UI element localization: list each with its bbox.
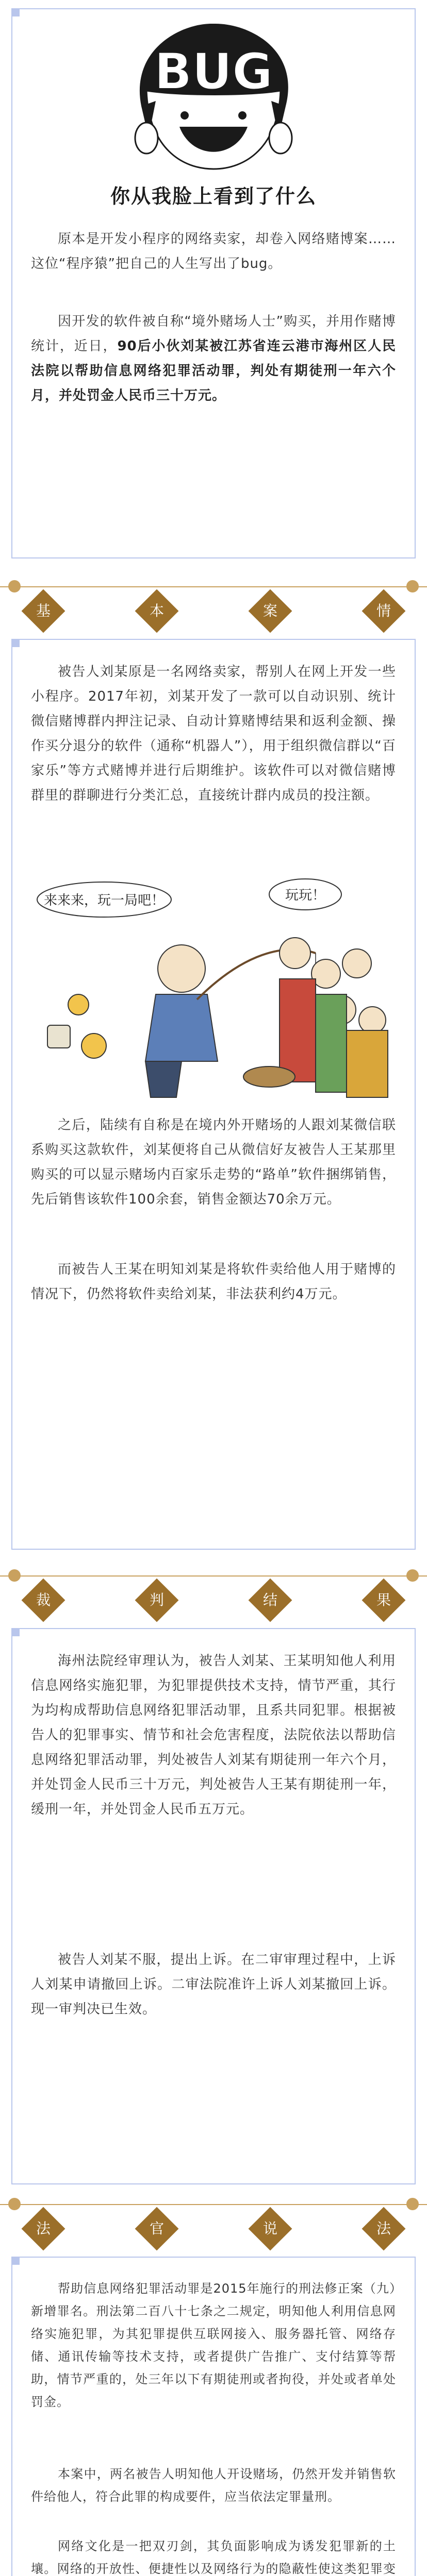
section-char: 基 — [22, 589, 65, 633]
section-char: 结 — [249, 1579, 292, 1622]
section-char: 果 — [362, 1579, 406, 1622]
verdict-paragraph-2: 被告人刘某不服，提出上诉。在二审审理过程中，上诉人刘某申请撤回上诉。二审法院准许上诉人刘某撤回上诉。现一审判决已生效。 — [31, 1952, 396, 2017]
section-char: 官 — [135, 2207, 179, 2251]
bubble-right-text: 玩玩！ — [285, 888, 326, 903]
illustration-caption: 你从我脸上看到了什么 — [110, 185, 317, 208]
intro-paragraph-2-lead: 因开发的软件被自称“境外赌场人士”购买，并用作赌博统计，近日， — [31, 314, 396, 354]
bubble-left-text: 来来来，玩一局吧！ — [43, 893, 165, 908]
section-char: 法 — [362, 2207, 406, 2251]
case-paragraph-1: 被告人刘某原是一名网络卖家，帮别人在网上开发一些小程序。2017年初，刘某开发了一款可以自动识别、统计微信赌博群内押注记录、自动计算赌博结果和返利金额、操作买分退分的软件（通称“机器人”），用于组织微信群以“百家乐”等方式赌博并进行后期维护。该软件可以对微信赌博群里的群聊进行分类汇总，直接统计群内成员的投注额。 — [31, 664, 396, 803]
section-char: 说 — [249, 2207, 292, 2251]
section-title-case — [0, 577, 427, 634]
section-char: 裁 — [22, 1579, 65, 1622]
section-char: 判 — [135, 1579, 179, 1622]
section-title-law — [0, 2195, 427, 2251]
verdict-paragraph-1: 海州法院经审理认为，被告人刘某、王某明知他人利用信息网络实施犯罪，为犯罪提供技术支持，情节严重，其行为均构成帮助信息网络犯罪活动罪，且系共同犯罪。根据被告人的犯罪事实、情节和社会危害程度，法院依法以帮助信息网络犯罪活动罪，判处被告人刘某有期徒刑一年六个月，并处罚金人民币三十万元，判处被告人王某有期徒刑一年，缓刑一年，并处罚金人民币五万元。 — [31, 1653, 396, 1817]
intro-paragraph-1: 原本是开发小程序的网络卖家，却卷入网络赌博案……这位“程序猿”把自己的人生写出了bug。 — [31, 231, 396, 272]
bug-face-illustration — [27, 19, 400, 173]
section-char: 案 — [249, 589, 292, 633]
gambling-cartoon-drawing — [27, 876, 400, 1103]
case-paragraph-2: 之后，陆续有自称是在境内外开赌场的人跟刘某微信联系购买这款软件，刘某便将自己从微信好友被告人王某那里购买的可以显示赌场内百家乐走势的“路单”软件捆绑销售，先后销售该软件100余套，销售金额达70余万元。 — [31, 1117, 396, 1207]
section-title-verdict — [0, 1566, 427, 1623]
law-paragraph-3: 网络文化是一把双刃剑，其负面影响成为诱发犯罪新的土壤。网络的开放性、便捷性以及网络行为的隐蔽性使这类犯罪变 — [31, 2539, 396, 2576]
intro-paragraph-2-highlight: 90后小伙刘某被江苏省连云港市海州区人民法院以帮助信息网络犯罪活动罪，判处有期徒刑一年六个月，并处罚金人民币三十万元。 — [31, 338, 396, 403]
gambling-cartoon-illustration — [27, 876, 400, 1103]
bug-text: BUG — [154, 43, 273, 100]
section-char: 本 — [135, 589, 179, 633]
section-char: 情 — [362, 589, 406, 633]
section-char: 法 — [22, 2207, 65, 2251]
intro-paragraph-2 — [31, 309, 396, 408]
bug-face-drawing — [27, 19, 400, 173]
law-paragraph-2: 本案中，两名被告人明知他人开设赌场，仍然开发并销售软件给他人，符合此罪的构成要件，应当依法定罪量刑。 — [31, 2467, 396, 2504]
law-paragraph-1: 帮助信息网络犯罪活动罪是2015年施行的刑法修正案（九）新增罪名。刑法第二百八十七条之二规定，明知他人利用信息网络实施犯罪，为其犯罪提供互联网接入、服务器托管、网络存储、通讯传输等技术支持，或者提供广告推广、支付结算等帮助，情节严重的，处三年以下有期徒刑或者拘役，并处或者单处罚金。 — [31, 2281, 396, 2409]
case-paragraph-3: 而被告人王某在明知刘某是将软件卖给他人用于赌博的情况下，仍然将软件卖给刘某，非法获利约4万元。 — [31, 1262, 396, 1302]
